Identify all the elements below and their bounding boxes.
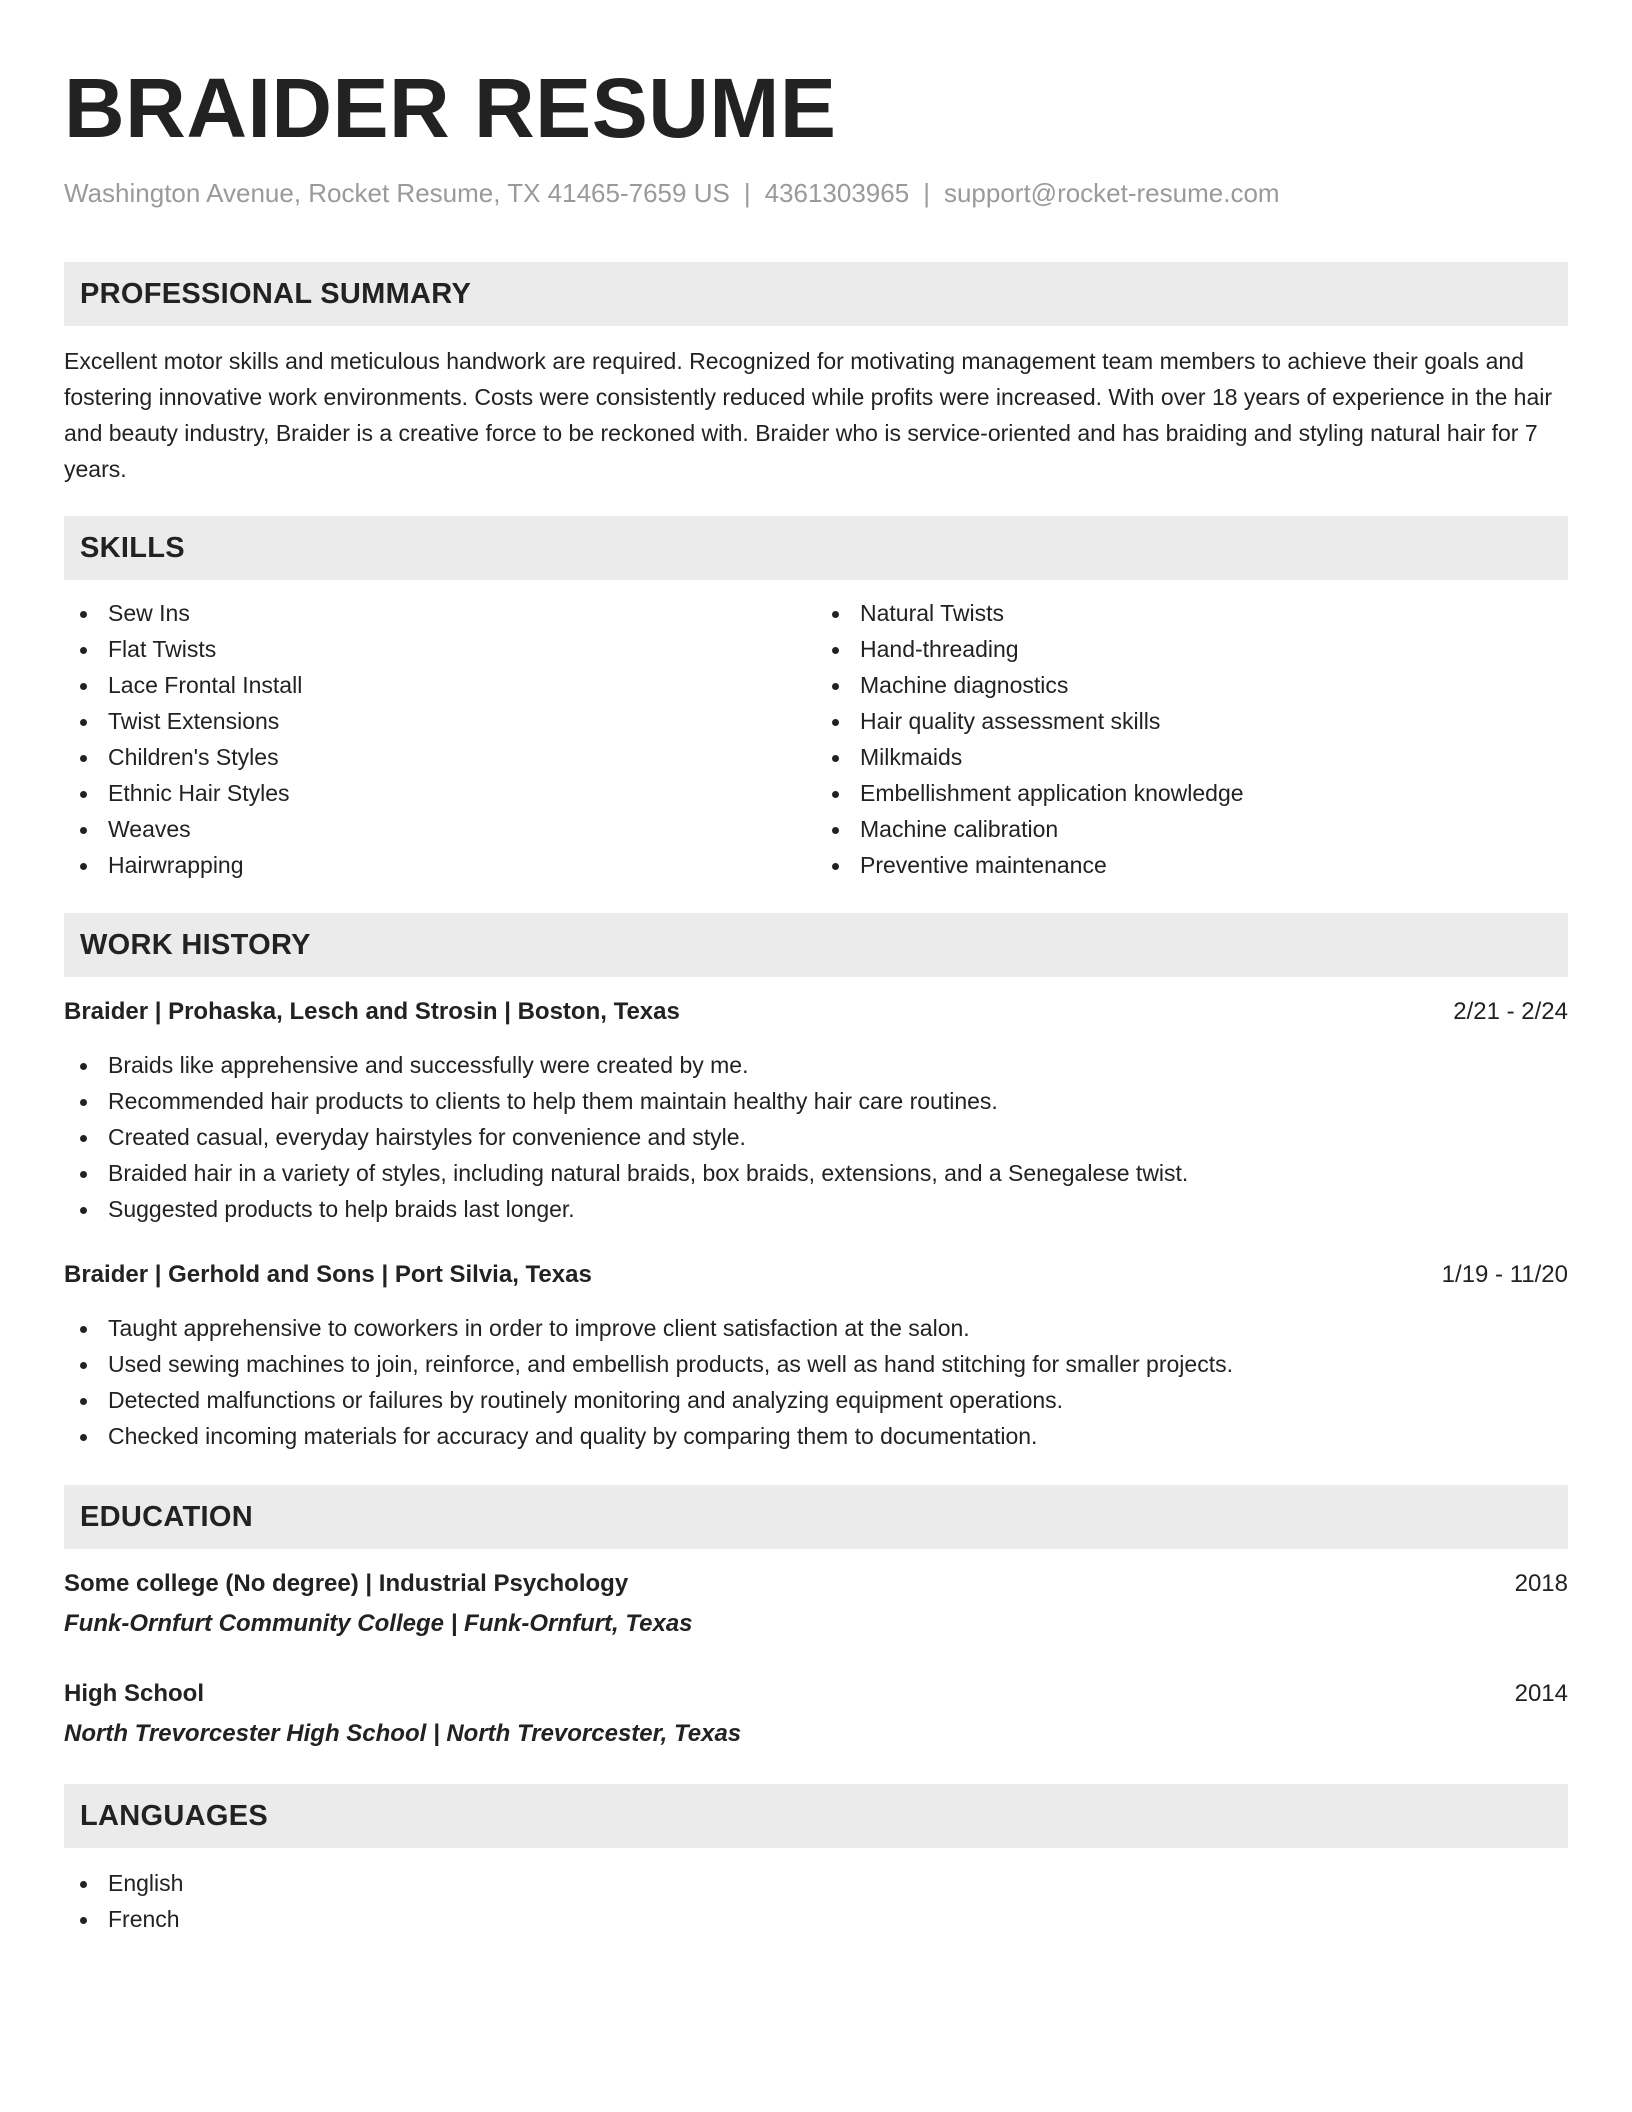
job-bullet: Recommended hair products to clients to help them maintain healthy hair care routines. xyxy=(64,1083,1568,1119)
language-item: French xyxy=(64,1901,1568,1937)
skill-item: Weaves xyxy=(64,811,816,847)
education-year: 2018 xyxy=(1514,1570,1568,1597)
skills-column-left xyxy=(64,595,816,883)
skill-item: Machine calibration xyxy=(816,811,1568,847)
job-bullet: Suggested products to help braids last longer. xyxy=(64,1191,1568,1227)
skill-item: Hand-threading xyxy=(816,631,1568,667)
separator: | xyxy=(923,178,930,208)
skill-item: Natural Twists xyxy=(816,595,1568,631)
job-header xyxy=(64,1258,1568,1292)
job-bullets xyxy=(64,1047,1568,1227)
skill-item: Hair quality assessment skills xyxy=(816,703,1568,739)
contact-line xyxy=(64,176,1568,210)
language-list xyxy=(64,1865,1568,1937)
email: support@rocket-resume.com xyxy=(943,178,1280,208)
section-header-languages: LANGUAGES xyxy=(64,1784,1568,1848)
skill-item: Embellishment application knowledge xyxy=(816,775,1568,811)
job-bullet: Braids like apprehensive and successfully were created by me. xyxy=(64,1047,1568,1083)
skill-item: Ethnic Hair Styles xyxy=(64,775,816,811)
address: Washington Avenue, Rocket Resume, TX 41465-7659 US xyxy=(64,178,730,208)
job-title: Braider | Gerhold and Sons | Port Silvia, Texas xyxy=(64,1261,592,1288)
skill-item: Sew Ins xyxy=(64,595,816,631)
skill-item: Hairwrapping xyxy=(64,847,816,883)
skill-item: Twist Extensions xyxy=(64,703,816,739)
education-year: 2014 xyxy=(1514,1680,1568,1707)
skill-item: Children's Styles xyxy=(64,739,816,775)
job-dates: 1/19 - 11/20 xyxy=(1441,1261,1568,1288)
education-entry-header xyxy=(64,1677,1568,1711)
section-header-summary: PROFESSIONAL SUMMARY xyxy=(64,262,1568,326)
skill-item: Flat Twists xyxy=(64,631,816,667)
job-bullet: Created casual, everyday hairstyles for convenience and style. xyxy=(64,1119,1568,1155)
resume-title: BRAIDER RESUME xyxy=(64,61,837,155)
job-bullet: Braided hair in a variety of styles, including natural braids, box braids, extensions, and a Senegalese twist. xyxy=(64,1155,1568,1191)
language-item: English xyxy=(64,1865,1568,1901)
skill-item: Milkmaids xyxy=(816,739,1568,775)
education-school: Funk-Ornfurt Community College | Funk-Ornfurt, Texas xyxy=(64,1610,693,1637)
job-bullet: Taught apprehensive to coworkers in order to improve client satisfaction at the salon. xyxy=(64,1310,1568,1346)
phone: 4361303965 xyxy=(764,178,910,208)
section-header-skills: SKILLS xyxy=(64,516,1568,580)
skill-item: Lace Frontal Install xyxy=(64,667,816,703)
job-bullets xyxy=(64,1310,1568,1454)
section-header-work-history: WORK HISTORY xyxy=(64,913,1568,977)
skills-grid xyxy=(64,595,1568,883)
skills-column-right xyxy=(816,595,1568,883)
education-entry-header xyxy=(64,1567,1568,1601)
education-school: North Trevorcester High School | North Trevorcester, Texas xyxy=(64,1720,742,1747)
section-header-education: EDUCATION xyxy=(64,1485,1568,1549)
education-degree: High School xyxy=(64,1680,204,1707)
job-title: Braider | Prohaska, Lesch and Strosin | Boston, Texas xyxy=(64,998,680,1025)
skill-item: Preventive maintenance xyxy=(816,847,1568,883)
summary-text: Excellent motor skills and meticulous handwork are required. Recognized for motivating management team members to achieve their goals and fostering innovative work environments. Costs were consistently reduced while profits were increased. With over 18 years of experience in the hair and beauty industry, Braider is a creative force to be reckoned with. Braider who is service-oriented and has braiding and styling natural hair for 7 years. xyxy=(64,348,1553,482)
separator: | xyxy=(743,178,751,208)
skill-item: Machine diagnostics xyxy=(816,667,1568,703)
job-bullet: Detected malfunctions or failures by routinely monitoring and analyzing equipment operations. xyxy=(64,1382,1568,1418)
education-degree: Some college (No degree) | Industrial Psychology xyxy=(64,1570,629,1597)
job-header xyxy=(64,995,1568,1029)
job-bullet: Checked incoming materials for accuracy and quality by comparing them to documentation. xyxy=(64,1418,1568,1454)
job-dates: 2/21 - 2/24 xyxy=(1453,998,1568,1025)
job-bullet: Used sewing machines to join, reinforce, and embellish products, as well as hand stitching for smaller projects. xyxy=(64,1346,1568,1382)
